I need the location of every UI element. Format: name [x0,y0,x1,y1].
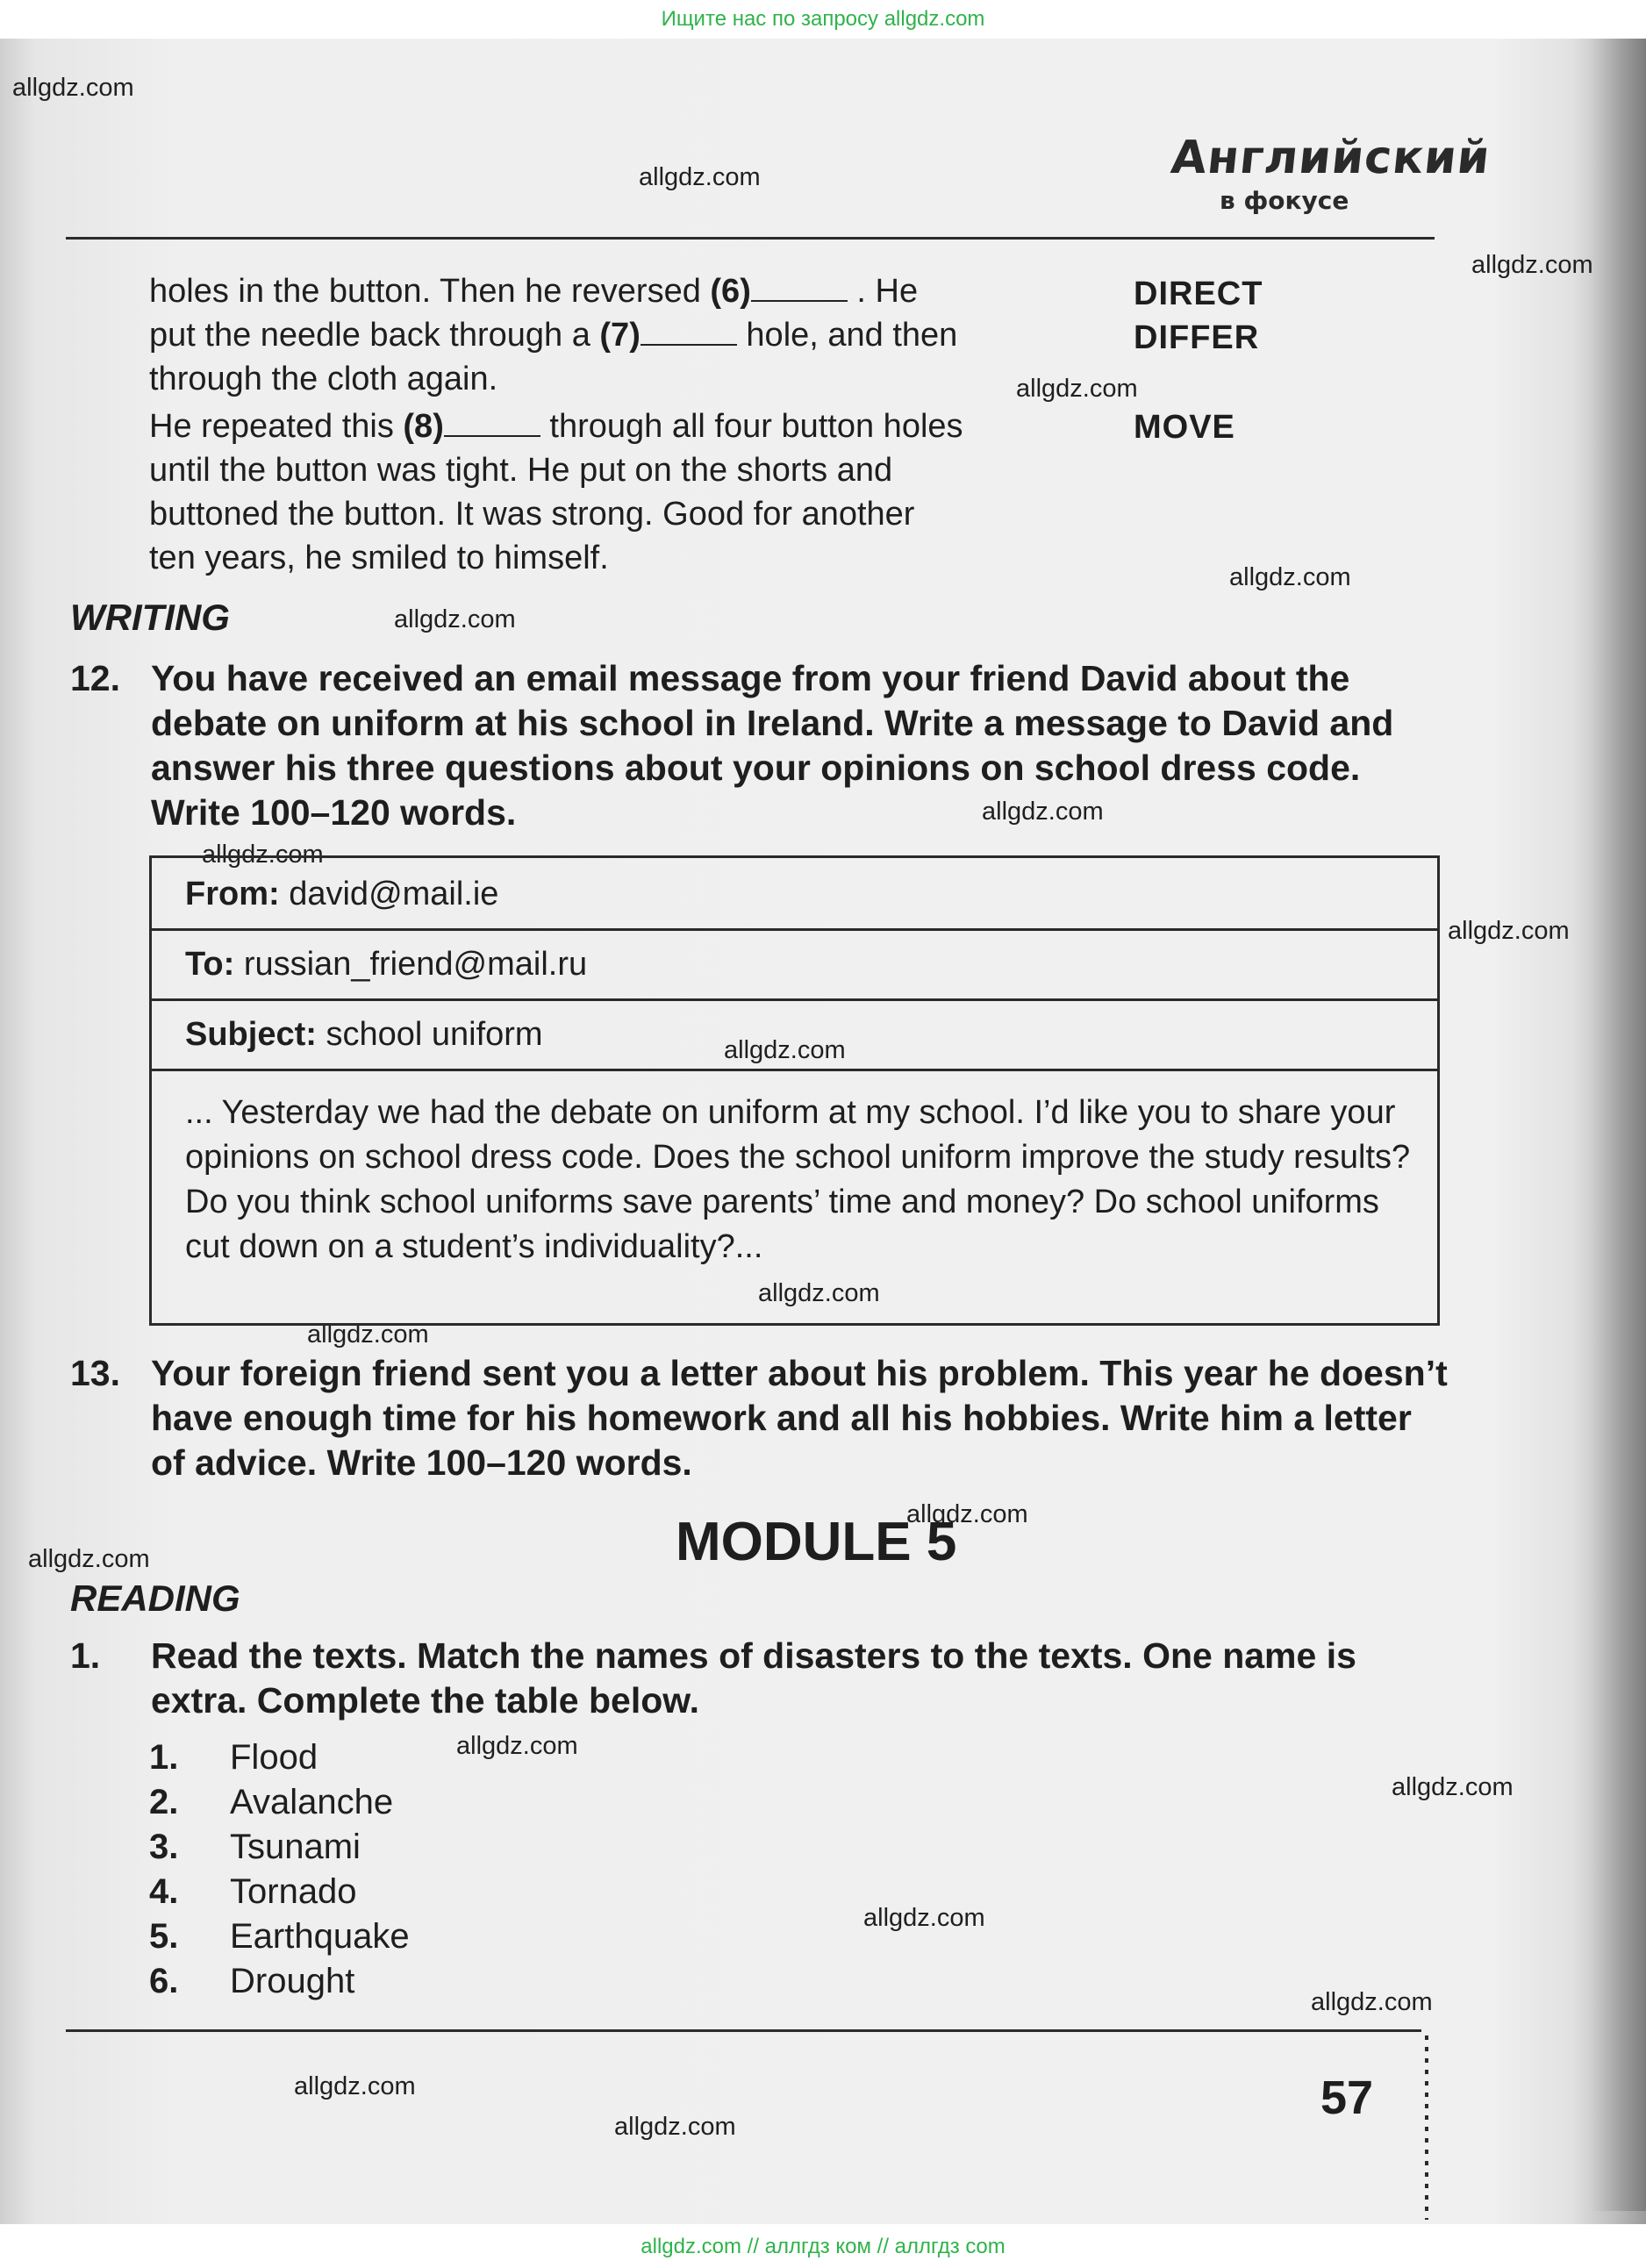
watermark: allgdz.com [1016,375,1138,403]
task-text: Read the texts. Match the names of disasters to the texts. One name is extra. Complete the table below. [151,1635,1356,1721]
watermark: allgdz.com [202,841,324,869]
email-subject-row [152,998,1437,1071]
task-number: 13. [70,1353,120,1393]
footer-rule [66,2029,1421,2032]
watermark: allgdz.com [1311,1988,1433,2016]
watermark: allgdz.com [1392,1773,1514,1801]
watermark: allgdz.com [863,1904,985,1932]
writing-heading: WRITING [70,597,230,638]
subject-label: Subject: [185,1016,317,1053]
story-line: buttoned the button. It was strong. Good for another [149,496,915,533]
gap-7[interactable] [641,316,737,346]
header-rule [66,237,1435,240]
watermark: allgdz.com [294,2072,416,2100]
page-number: 57 [1320,2071,1374,2124]
to-value: russian_friend@mail.ru [243,946,588,983]
task-number: 1. [70,1635,101,1676]
reading-heading: READING [70,1578,240,1619]
to-label: To: [185,946,235,983]
email-to-row [152,928,1437,1001]
watermark: allgdz.com [758,1279,880,1307]
bottom-banner[interactable]: allgdz.com // аллгдз ком // аллгдз com [641,2235,1005,2258]
email-body: ... Yesterday we had the debate on uniform at my school. I’d like you to share your opinions on school dress code. Does the school uniform improve the study results? Do you think school uniforms save parents’ time and money? Do school uniforms cut down on a student’s individuality?... [185,1094,1411,1265]
story-line: through the cloth again. [149,361,498,397]
book-brand [1168,132,1493,219]
watermark: allgdz.com [982,798,1104,826]
from-value: david@mail.ie [289,876,499,912]
task-text: Your foreign friend sent you a letter about his problem. This year he doesn’t have enough time for his homework and all his hobbies. Write him a letter of advice. Write 100–120 words. [151,1353,1448,1483]
watermark: allgdz.com [639,163,761,191]
email-box [149,855,1440,1326]
watermark: allgdz.com [614,2113,736,2141]
task-number: 12. [70,658,120,698]
email-from-row [152,858,1437,931]
task-13 [70,1351,1448,1485]
story-line: ten years, he smiled to himself. [149,540,609,576]
dotted-edge [1425,2035,1428,2220]
subject-value: school uniform [326,1016,543,1053]
watermark: allgdz.com [1229,563,1351,591]
book-spine [1588,35,1646,2211]
watermark: allgdz.com [456,1732,578,1760]
watermark: allgdz.com [307,1320,429,1349]
page-scan: Ищите нас по запросу allgdz.com allgdz.com // аллгдз ком // аллгдз com allgdz.com allgdz.com allgdz.com allgdz.com allgdz.com allgdz.com allgdz.com allgdz.com allgdz.com allgdz.com allgdz.com allgdz.com allgdz.com allgdz.com allgdz.com allgdz.com allgdz.com allgdz.com allgdz.com allgdz.com Английский в фокусе holes in the button. Then he reversed (6) . He DIRECT put the needle back through a (7) hole, and then DIFFER through the cloth again. He repeated this (8) through all four button holes MOVE until the button was tight. He put on the shorts and buttoned the button. It was strong. Good for another ten years, he smiled to himself. WRITING 12. You have received an email message from your friend David about the debate on uniform at his school in Ireland. Write a message to David and answer his three questions about your opinions on school dress code. Write 100–120 words. From: david@mail.ie To: russian_friend@mail.ru Subject: school uniform ... Yesterday we had the debate on uniform at my school. I’d like you to share your opinions on school dress code. Does the school uniform improve the study results? Do you think school uniforms save parents’ time and money? Do school uniforms cut down on a student’s individuality?... 13. Your foreign friend sent you a letter about his problem. This year he doesn’t have enough time for his homework and all his hobbies. Write him a letter of advice. Write 100–120 words. MODULE 5 READING 1. Read the texts. Match the names of disasters to the texts. One name is extra. Complete the table below. 1. Flood 2. Avalanche 3. Tsunami 4. Tornado 5. Earthquake 6. Drought 57 [0,0,1646,2268]
story-line: put the needle back through a (7) hole, and then [149,317,958,354]
watermark: allgdz.com [394,605,516,633]
task-text: You have received an email message from your friend David about the debate on uniform at his school in Ireland. Write a message to David and answer his three questions about your opinions on school dress code. Write 100–120 words. [151,658,1394,833]
brand-subtitle: в фокусе [1220,186,1349,215]
watermark: allgdz.com [724,1036,846,1064]
word-direct: DIRECT [1134,275,1263,312]
task-12 [70,656,1448,835]
story-line: until the button was tight. He put on the shorts and [149,452,893,489]
word-differ: DIFFER [1134,319,1260,356]
watermark: allgdz.com [906,1500,1028,1528]
module-title: MODULE 5 [676,1512,957,1572]
brand-title: Английский [1168,132,1493,184]
gap-8[interactable] [444,407,540,437]
top-banner[interactable]: Ищите нас по запросу allgdz.com [661,7,985,31]
gap-6[interactable] [751,272,848,302]
watermark: allgdz.com [12,74,134,102]
task-1 [70,1634,1448,1723]
story-line: holes in the button. Then he reversed (6) . He [149,273,919,310]
story-line: He repeated this (8) through all four button holes [149,408,963,445]
watermark: allgdz.com [28,1545,150,1573]
from-label: From: [185,876,280,912]
watermark: allgdz.com [1448,917,1570,945]
watermark: allgdz.com [1471,251,1593,279]
word-move: MOVE [1134,409,1235,446]
